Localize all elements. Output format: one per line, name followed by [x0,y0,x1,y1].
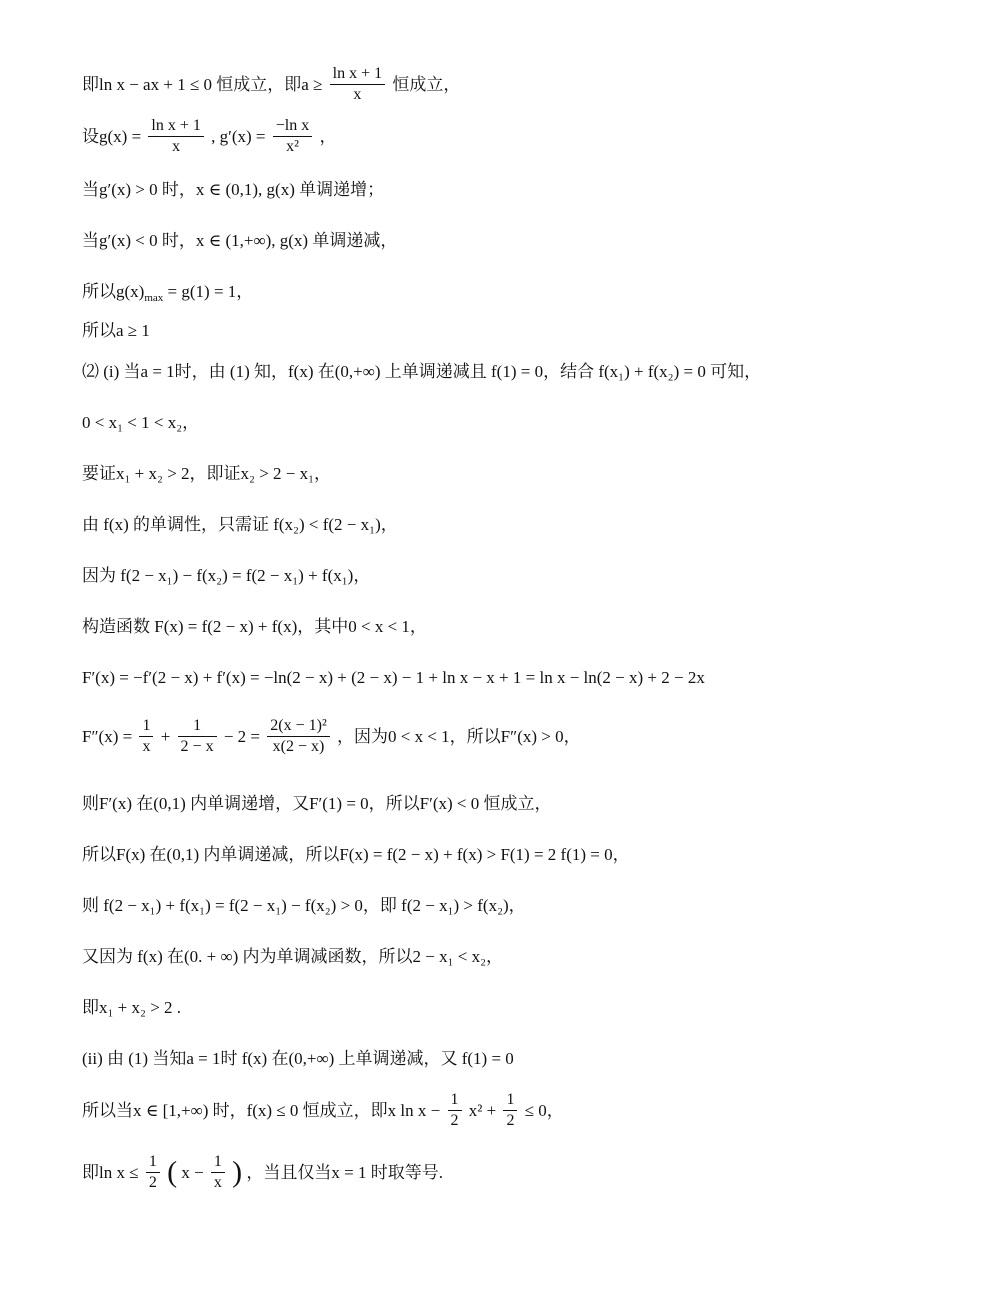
fraction: $\frac{\text{ln x + 1}}{x}$ [148,116,203,157]
line-5: 所以$g(x)_{max} = g(1) = 1$， [82,282,254,304]
line-7: ⑵ (i) 当a = 1时，由 (1) 知，f(x) 在(0,+∞) 上单调递减且 f(1) = 0，结合 f(x₁) + f(x₂) = 0 可知， [82,362,762,381]
line-15: 则F′(x) 在(0,1) 内单调递增，又F′(1) = 0，所以F′(x) < 0 恒成立， [82,794,552,813]
line-22: 即ln x ≤ $\frac{1}{2}$ ( x − $\frac{1}{x}$ ) ，当且仅当x = 1 时取等号. [82,1153,443,1191]
line-17: 则 f(2 − x₁) + f(x₁) = f(2 − x₁) − f(x₂) > 0，即 f(2 − x₁) > f(x₂)， [82,896,526,915]
line-4: 当g′(x) < 0 时，x ∈ (1,+∞), g(x) 单调递减， [82,231,398,250]
line-11: 因为 f(2 − x₁) − f(x₂) = f(2 − x₁) + f(x₁)， [82,566,371,585]
line-6: 所以a ≥ 1 [82,321,150,340]
fraction: $\frac{\text{2(x − 1)²}}{x(2 - x)}$ [267,716,329,757]
fraction: $\frac{\text{−ln x}}{\text{x²}}$ [273,116,312,157]
line-9: 要证x₁ + x₂ > 2，即证x₂ > 2 − x₁， [82,464,332,483]
line-20: (ii) 由 (1) 当知a = 1时 f(x) 在(0,+∞) 上单调递减，又 f(1) = 0 [82,1049,514,1068]
line-8: 0 < x₁ < 1 < x₂， [82,413,200,432]
fraction: $\frac{1}{2}$ [146,1152,160,1193]
line-16: 所以F(x) 在(0,1) 内单调递减，所以F(x) = f(2 − x) + f(x) > F(1) = 2 f(1) = 0， [82,845,630,864]
fraction: $\frac{1}{x}$ [139,716,153,757]
fraction: $\frac{1}{2}$ [448,1090,462,1131]
fraction: $\frac{\text{ln x + 1}}{x}$ [330,64,385,105]
line-21: 所以当x ∈ [1,+∞) 时，f(x) ≤ 0 恒成立，即x ln x − $\frac{1}{2}$ x² + $\frac{1}{2}$ ≤ 0， [82,1091,564,1129]
fraction: $\frac{1}{2}$ [503,1090,517,1131]
line-14: F″(x) = $\frac{1}{x}$ + $\frac{1}{2 - x}$ − 2 = $\frac{\text{2(x − 1)²}}{x(2 - x)}$ ，因为0 < x < 1，所以F″(x) > 0， [82,717,581,755]
line-3: 当g′(x) > 0 时，x ∈ (0,1), g(x) 单调递增； [82,180,385,199]
line-13: F′(x) = −f′(2 − x) + f′(x) = −ln(2 − x) + (2 − x) − 1 + ln x − x + 1 = ln x − ln(2 − x) + 2 − 2x [82,668,705,687]
line-12: 构造函数 F(x) = f(2 − x) + f(x)，其中0 < x < 1， [82,617,427,636]
line-18: 又因为 f(x) 在(0. + ∞) 内为单调减函数，所以2 − x₁ < x₂， [82,947,504,966]
fraction: $\frac{1}{2 - x}$ [178,716,217,757]
line-1: 即ln x − ax + 1 ≤ 0 恒成立，即a ≥ $\frac{\text{ln x + 1}}{x}$ 恒成立， [82,65,461,103]
line-2: 设g(x) = $\frac{\text{ln x + 1}}{x}$ , g′(x) = $\frac{\text{−ln x}}{\text{x²}}$ ， [82,117,337,155]
line-10: 由 f(x) 的单调性，只需证 f(x₂) < f(2 − x₁)， [82,515,398,534]
line-19: 即x₁ + x₂ > 2 . [82,998,182,1017]
fraction: $\frac{1}{x}$ [211,1152,225,1193]
